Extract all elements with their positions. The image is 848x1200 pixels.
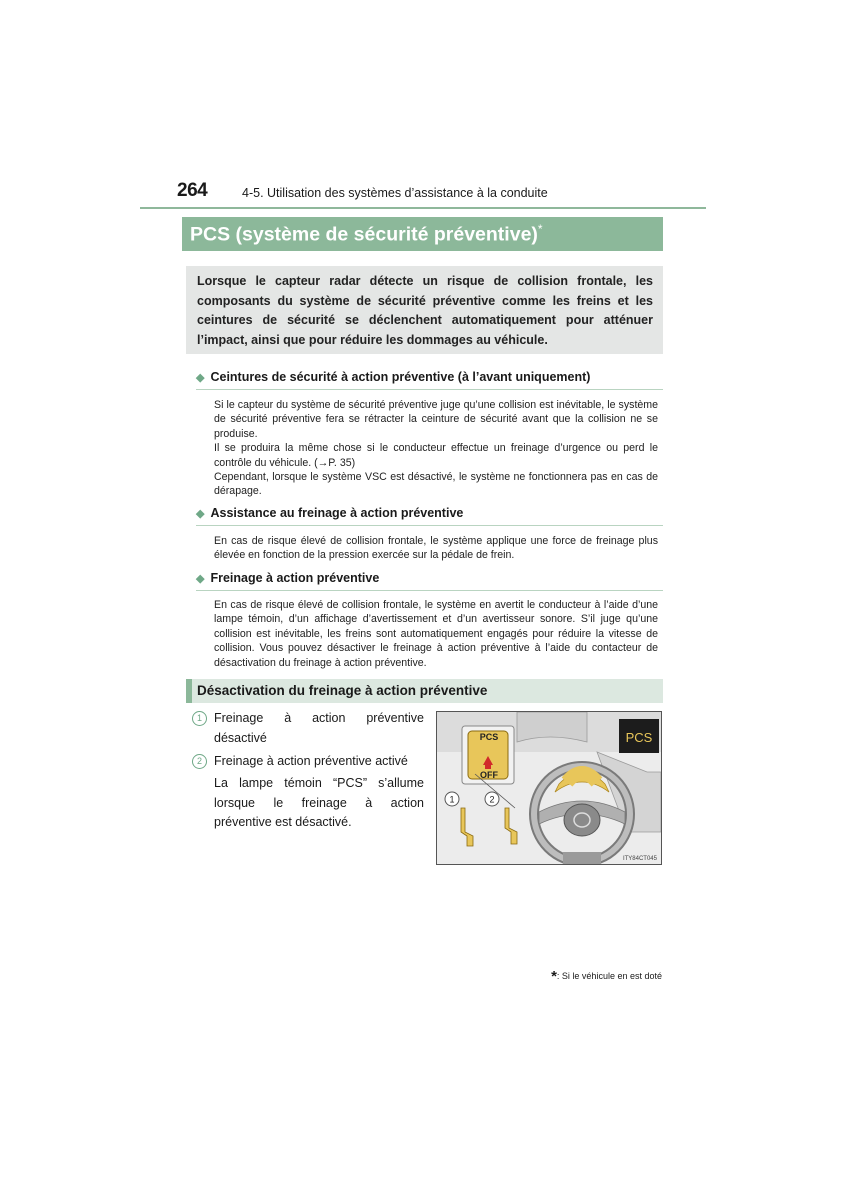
subsection-title: Freinage à action préventive [210,571,380,585]
pcs-indicator-lamp: PCS [625,730,653,745]
paragraph: En cas de risque élevé de collision frontale, le système applique une force de freinage plus élevée en fonction de la pression exercée sur la pédale de frein. [214,535,658,562]
subsection-body-seatbelts [214,398,658,499]
diamond-bullet-icon: ◆ [196,372,205,384]
paragraph: Il se produira la même chose si le conducteur effectue un freinage d’urgence ou perd le contrôle du véhicule. (→P. 35) [214,442,658,469]
subsection-heading-seatbelts [196,370,663,390]
callout-1: 1 [449,794,455,805]
diamond-bullet-icon: ◆ [196,573,205,585]
circled-number-1: 1 [192,711,207,726]
list-item-text: Freinage à action préventive activé [214,754,408,768]
subsection-heading-brake-assist [196,506,663,526]
subsection-heading-braking [196,571,663,591]
pcs-button-label: PCS [479,732,499,742]
off-button-label: OFF [480,770,498,780]
section-title-text: PCS (système de sécurité préventive) [190,223,538,246]
deactivation-title: Désactivation du freinage à action préventive [197,683,488,698]
asterisk-mark: * [537,222,543,236]
list-item-text: Freinage à action préventive désactivé [214,711,424,745]
paragraph: Cependant, lorsque le système VSC est désactivé, le système ne fonctionnera pas en cas de dérapage. [214,471,658,498]
indicator-note: La lampe témoin “PCS” s’allume lorsque le freinage à action préventive est désactivé. [214,776,424,829]
footnote [551,968,662,985]
heading-accent-bar [186,679,192,703]
deactivation-heading [186,679,663,703]
section-title [182,217,663,251]
asterisk-mark: * [551,968,557,985]
subsection-title: Ceintures de sécurité à action préventive (à l’avant uniquement) [210,370,591,384]
dashboard-illustration [436,711,662,865]
dashboard-drawing [437,712,661,864]
figure-code: ITY84CT045 [622,856,657,862]
chapter-title: 4-5. Utilisation des systèmes d’assistance à la conduite [242,186,548,200]
subsection-body-brake-assist [214,534,658,563]
footnote-text: : Si le véhicule en est doté [556,971,662,981]
paragraph: En cas de risque élevé de collision frontale, le système en avertit le conducteur à l’aide d’une lampe témoin, d’un affichage d’avertissement et d’un avertisseur sonore. S’il juge qu’une collision est inévitable, les freins sont automatiquement engagés pour réduire la vitesse de collision. Vous pouvez désactiver le freinage à action préventive à l’aide du contacteur de désactivation du freinage à action préventive. [214,599,658,669]
subsection-title: Assistance au freinage à action préventive [210,506,464,520]
circled-number-2: 2 [192,754,207,769]
paragraph: Si le capteur du système de sécurité préventive juge qu’une collision est inévitable, le système de sécurité préventive fera se rétracter la ceinture de sécurité avant que la collision ne se produise. [214,399,658,440]
callout-2: 2 [489,794,495,805]
diamond-bullet-icon: ◆ [196,508,205,520]
page-number: 264 [177,180,208,201]
intro-box: Lorsque le capteur radar détecte un risque de collision frontale, les composants du système de sécurité préventive comme les freins et les ceintures de sécurité se déclenchent automatiquement pour atténuer l’impact, ainsi que pour réduire les dommages au véhicule. [186,266,663,354]
subsection-body-braking [214,598,658,670]
header-divider [140,207,706,209]
